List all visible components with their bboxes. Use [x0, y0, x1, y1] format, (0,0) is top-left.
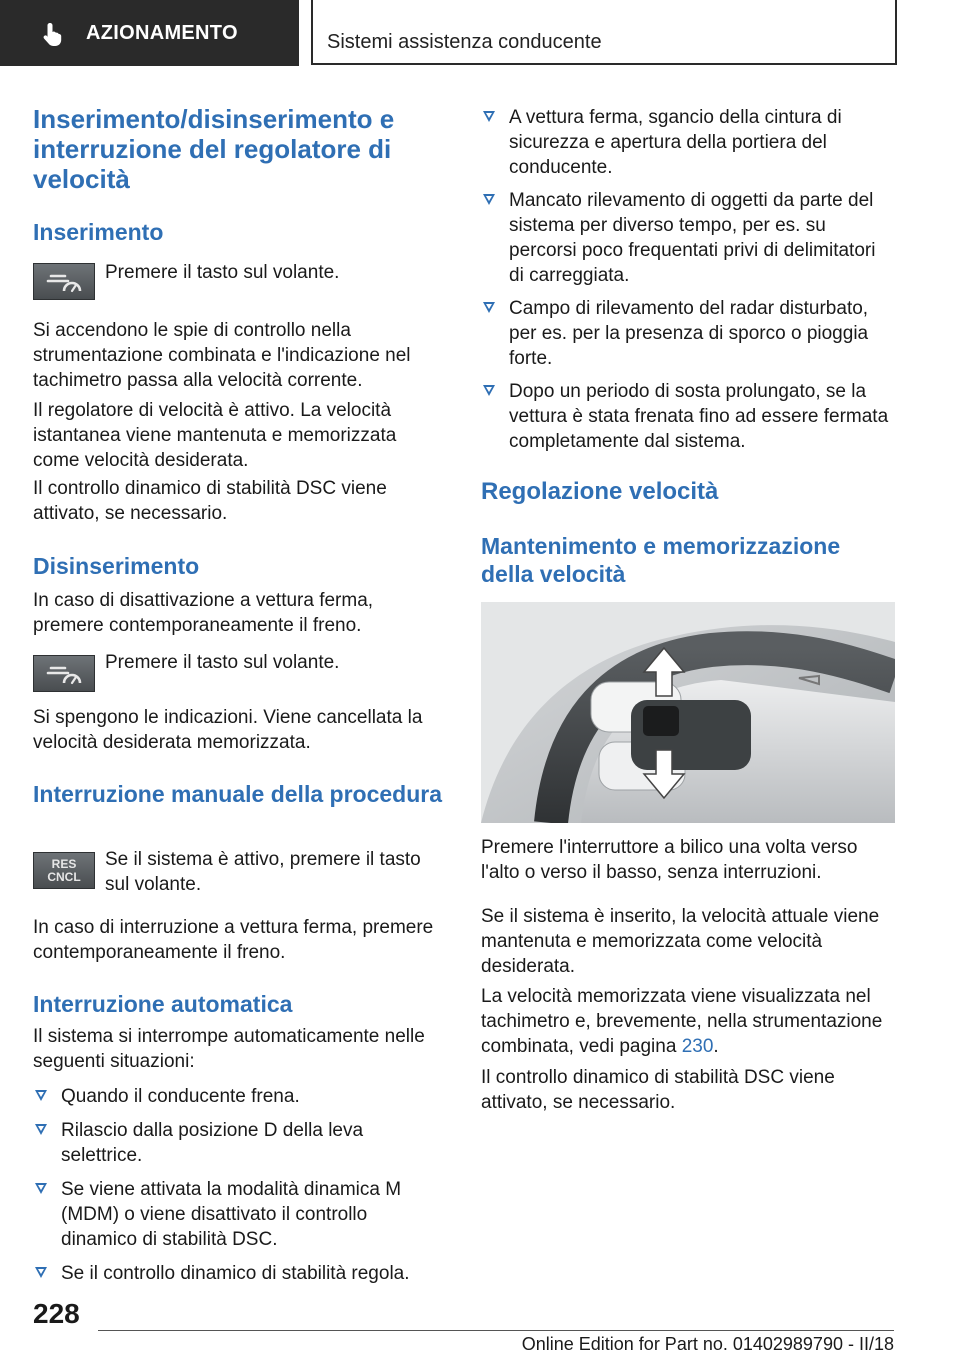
ins-paragraph-1: Si accendono le spie di controllo nella strumentazione combinata e l'indicazione nel tachimetro passa alla velocità corrente.: [33, 320, 411, 391]
auto-list-continued: [481, 105, 895, 454]
ins-button-text: Premere il tasto sul volante.: [105, 262, 340, 283]
cruise-control-button-icon-2: [33, 655, 95, 692]
auto-list: [33, 1084, 445, 1286]
res-cncl-button-icon: [33, 852, 95, 889]
man-button-text: Se il sistema è attivo, premere il tasto sul volante.: [105, 849, 421, 895]
footer-edition: Online Edition for Part no. 01402989790 - II/18: [521, 1334, 894, 1354]
ins-paragraph-2: Il regolatore di velocità è attivo. La velocità istantanea viene mantenuta e memorizzata come velocità desiderata.: [33, 400, 397, 471]
cruise-control-button-icon: [33, 263, 95, 300]
list-item: Se viene attivata la modalità dinamica M (MDM) o viene disattivato il controllo dinamico di stabilità DSC.: [33, 1177, 445, 1252]
mant-paragraph-3: La velocità memorizzata viene visualizzata nel tachimetro e, brevemente, nella strumentazione combinata, vedi pagina 230.: [481, 986, 883, 1057]
heading-interruzione-automatica: Interruzione automatica: [33, 991, 293, 1017]
list-item: Rilascio dalla posizione D della leva selettrice.: [33, 1118, 445, 1168]
list-item: Dopo un periodo di sosta prolungato, se la vettura è stata frenata fino ad essere fermata completamente dal sistema.: [481, 379, 895, 454]
page-link-230[interactable]: 230: [681, 1036, 714, 1057]
dis-button-text: Premere il tasto sul volante.: [105, 652, 340, 673]
heading-inserimento: Inserimento: [33, 219, 164, 245]
list-item: Campo di rilevamento del radar disturbato, per es. per la presenza di sporco o pioggia forte.: [481, 296, 895, 371]
chapter-title: Sistemi assistenza conducente: [327, 31, 602, 53]
list-item: Se il controllo dinamico di stabilità regola.: [33, 1261, 445, 1286]
heading-disinserimento: Disinserimento: [33, 553, 200, 579]
page-header: [0, 0, 960, 66]
main-heading: Inserimento/disinserimento e interruzione del regolatore di velocità: [33, 104, 395, 194]
dis-paragraph-1: In caso di disattivazione a vettura ferma, premere contemporaneamente il freno.: [33, 590, 374, 636]
section-tab: [0, 0, 299, 66]
list-item: Quando il conducente frena.: [33, 1084, 445, 1109]
heading-interruzione-manuale: Interruzione manuale della procedura: [33, 781, 442, 807]
hand-pointer-icon: [40, 20, 68, 48]
bullet-triangle-icon: [35, 1124, 47, 1135]
heading-mantenimento: Mantenimento e memorizzazione della velocità: [481, 533, 841, 587]
man-paragraph-1: In caso di interruzione a vettura ferma, premere contemporaneamente il freno.: [33, 917, 434, 963]
page-number: 228: [33, 1298, 80, 1329]
footer-divider: [98, 1330, 894, 1331]
bullet-triangle-icon: [483, 111, 495, 122]
bullet-triangle-icon: [483, 302, 495, 313]
bullet-triangle-icon: [35, 1090, 47, 1101]
mant-paragraph-1: Premere l'interruttore a bilico una volta verso l'alto o verso il basso, senza interruzioni.: [481, 837, 858, 883]
res-label: RES: [51, 857, 77, 871]
bullet-triangle-icon: [35, 1267, 47, 1278]
steering-wheel-photo: [481, 602, 895, 823]
heading-regolazione-velocita: Regolazione velocità: [481, 478, 719, 505]
mant-paragraph-4: Il controllo dinamico di stabilità DSC viene attivato, se necessario.: [481, 1067, 835, 1113]
bullet-triangle-icon: [35, 1183, 47, 1194]
dis-paragraph-2: Si spengono le indicazioni. Viene cancellata la velocità desiderata memorizzata.: [33, 707, 423, 753]
list-item: A vettura ferma, sgancio della cintura di sicurezza e apertura della portiera del conducente.: [481, 105, 895, 180]
bullet-triangle-icon: [483, 194, 495, 205]
chapter-tab: [311, 0, 897, 65]
auto-paragraph-1: Il sistema si interrompe automaticamente nelle seguenti situazioni:: [33, 1026, 425, 1072]
cncl-label: CNCL: [47, 870, 81, 884]
section-label: AZIONAMENTO: [86, 22, 238, 44]
ins-paragraph-3: Il controllo dinamico di stabilità DSC viene attivato, se necessario.: [33, 478, 387, 524]
bullet-triangle-icon: [483, 385, 495, 396]
list-item: Mancato rilevamento di oggetti da parte del sistema per diverso tempo, per es. su percorsi poco frequentati privi di delimitatori di carreggiata.: [481, 188, 895, 288]
mant-paragraph-2: Se il sistema è inserito, la velocità attuale viene mantenuta e memorizzata come velocità desiderata.: [481, 906, 880, 977]
